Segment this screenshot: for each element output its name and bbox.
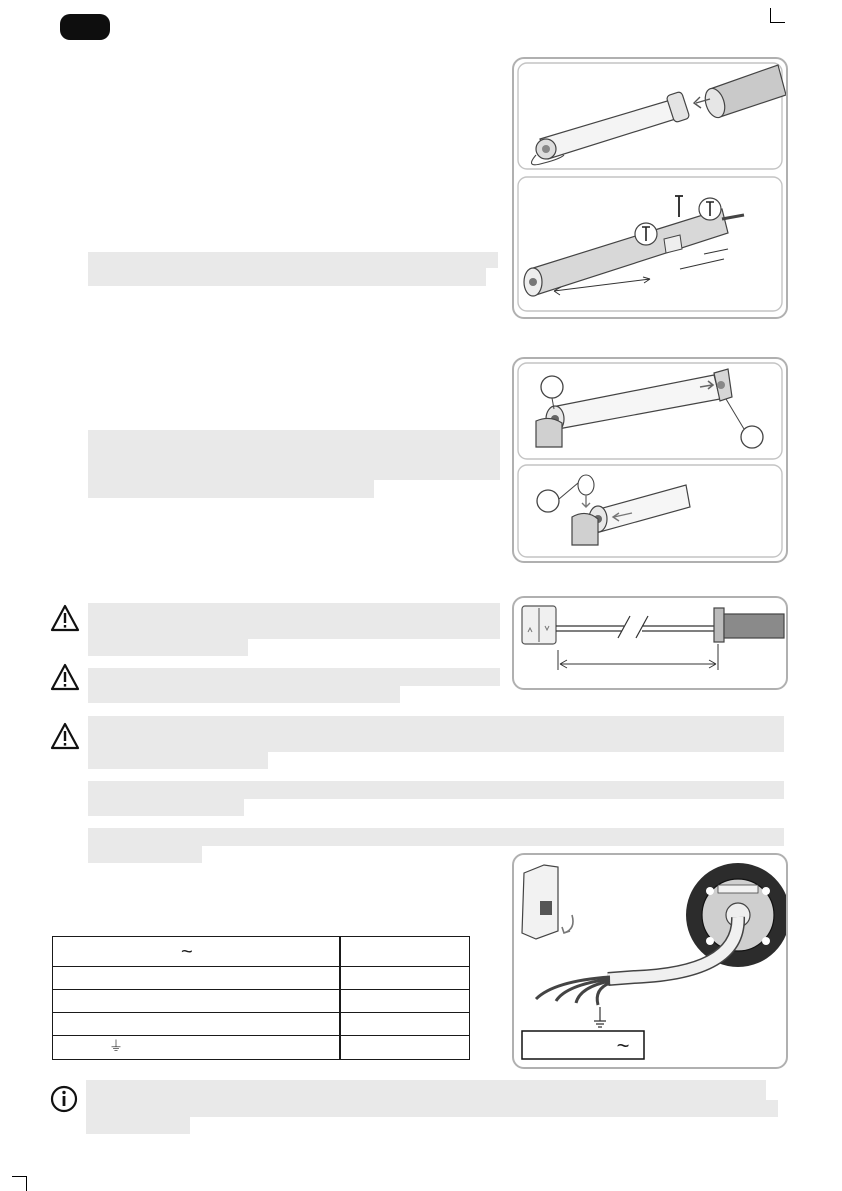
warning-bar-3a xyxy=(88,716,784,752)
figure-motor-installation xyxy=(512,57,788,319)
warning-triangle-icon xyxy=(50,604,80,632)
table-header-row xyxy=(53,937,469,967)
figure-bracket-fitting xyxy=(512,357,788,563)
table-row xyxy=(53,1036,469,1059)
info-bar-b xyxy=(86,1100,778,1117)
figure-cable-length xyxy=(512,596,788,690)
figure-wiring xyxy=(512,853,788,1069)
note-bar-2a xyxy=(88,430,500,480)
warning-triangle-icon xyxy=(50,663,80,691)
crop-mark-bottom-left xyxy=(12,1176,27,1191)
note-bar-3a xyxy=(88,781,784,799)
language-badge xyxy=(60,14,110,40)
table-row xyxy=(53,990,469,1013)
ground-symbol: ⏚ xyxy=(109,1038,123,1054)
info-icon xyxy=(50,1085,78,1113)
warning-bar-2b xyxy=(88,686,400,703)
supply-symbol: ~ xyxy=(616,1033,630,1058)
warning-bar-1a xyxy=(88,603,500,639)
note-bar-4a xyxy=(88,828,784,846)
note-bar-4b xyxy=(88,846,202,863)
header-symbol: ~ xyxy=(181,941,193,963)
info-bar-c xyxy=(86,1117,190,1134)
note-bar-3b xyxy=(88,799,244,816)
electrical-spec-table xyxy=(52,936,470,1060)
table-row xyxy=(53,967,469,990)
info-bar-a xyxy=(86,1080,766,1100)
warning-bar-2a xyxy=(88,668,500,686)
warning-bar-3b xyxy=(88,752,268,769)
note-bar-1a xyxy=(88,252,498,268)
note-bar-1b xyxy=(88,268,486,286)
warning-bar-1b xyxy=(88,639,248,656)
crop-mark-top-right xyxy=(770,8,785,23)
warning-triangle-icon xyxy=(50,722,80,750)
note-bar-2b xyxy=(88,480,374,498)
table-row xyxy=(53,1013,469,1036)
